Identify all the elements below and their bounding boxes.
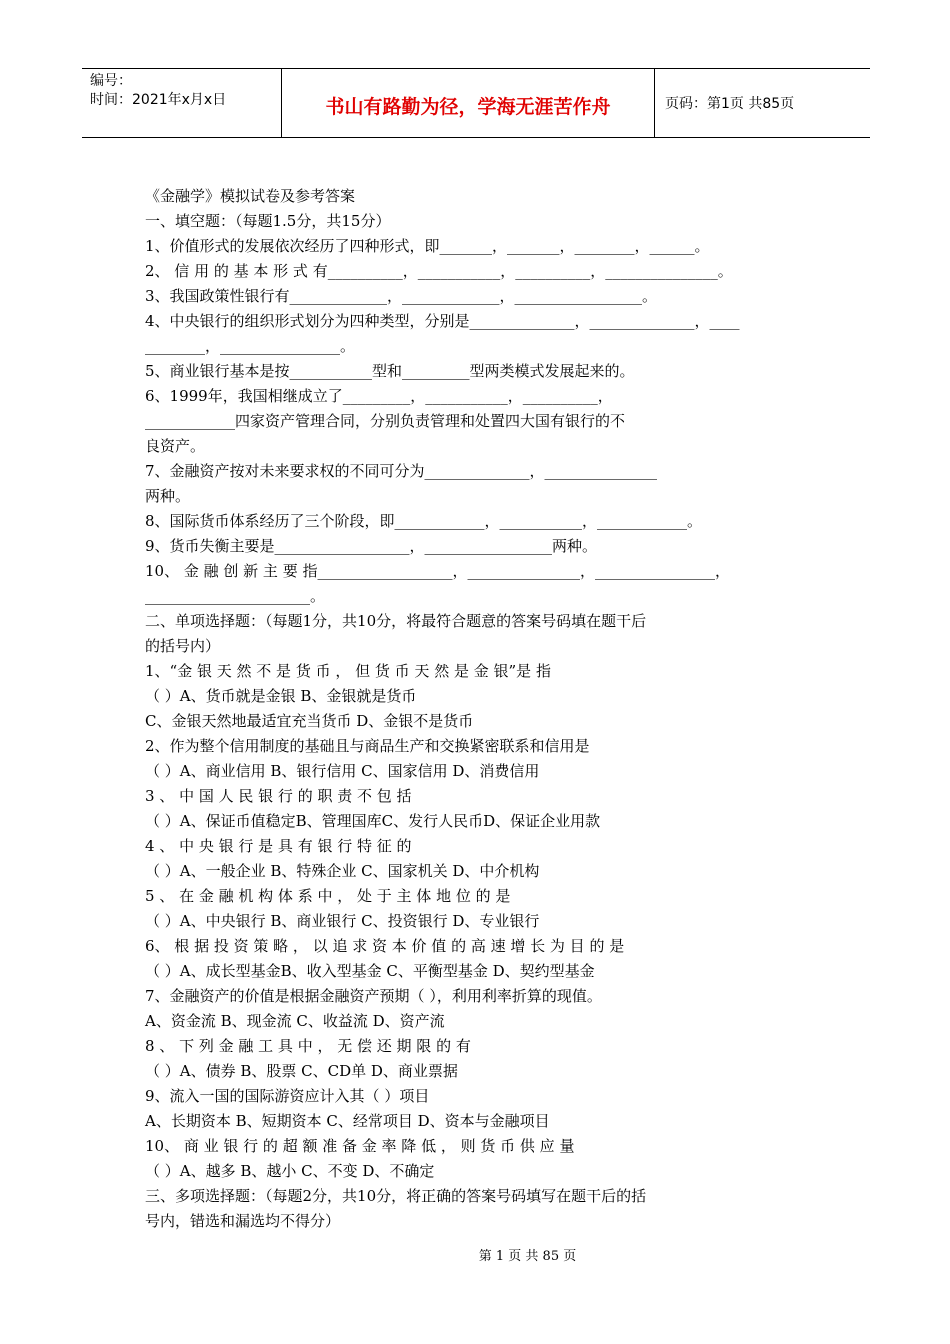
- text-line: （ ）A、成长型基金B、收入型基金 C、平衡型基金 D、契约型基金: [145, 962, 595, 980]
- text-line: （ ）A、保证币值稳定B、管理国库C、发行人民币D、保证企业用款: [145, 812, 601, 830]
- text-line: C、金银天然地最适宜充当货币 D、金银不是货币: [145, 712, 474, 730]
- text-line: 8 、 下 列 金 融 工 具 中 ， 无 偿 还 期 限 的 有: [145, 1037, 471, 1055]
- page-header: [82, 68, 870, 138]
- text-line: 10、 金 融 创 新 主 要 指__________________，_______________，________________，: [145, 562, 730, 580]
- header-motto: 书山有路勤为径，学海无涯苦作舟: [282, 69, 655, 137]
- text-line: 2、作为整个信用制度的基础且与商品生产和交换紧密联系和信用是: [145, 737, 590, 755]
- document-body: [145, 184, 825, 1234]
- text-line: 7、金融资产按对未来要求权的不同可分为______________，_______________: [145, 462, 658, 480]
- header-page-info: 页码：第1页 共85页: [665, 96, 795, 112]
- text-line: 6、 根 据 投 资 策 略 ， 以 追 求 资 本 价 值 的 高 速 增 长 为 目 的 是: [145, 937, 625, 955]
- text-line: ____________四家资产管理合同，分别负责管理和处置四大国有银行的不: [145, 412, 626, 430]
- number-label: 编号：: [90, 73, 132, 89]
- text-line: 6、1999年，我国相继成立了_________，___________，__________，: [145, 387, 613, 405]
- text-line: A、长期资本 B、短期资本 C、经常项目 D、资本与金融项目: [145, 1112, 550, 1130]
- text-line: 号内，错选和漏选均不得分）: [145, 1212, 341, 1230]
- text-line: 4 、 中 央 银 行 是 具 有 银 行 特 征 的: [145, 837, 412, 855]
- text-line: 9、流入一国的国际游资应计入其（ ）项目: [145, 1087, 430, 1105]
- text-line: 7、金融资产的价值是根据金融资产预期（ ），利用利率折算的现值。: [145, 987, 602, 1005]
- text-line: 8、国际货币体系经历了三个阶段，即____________，___________，____________。: [145, 512, 703, 530]
- text-line: ______________________。: [145, 587, 326, 605]
- text-line: A、资金流 B、现金流 C、收益流 D、资产流: [145, 1012, 445, 1030]
- text-line: 1、“金 银 天 然 不 是 货 币 ， 但 货 币 天 然 是 金 银”是 指: [145, 662, 551, 680]
- text-line: 《金融学》模拟试卷及参考答案: [145, 187, 356, 205]
- text-line: 良资产。: [145, 437, 206, 455]
- text-line: 9、货币失衡主要是__________________，_________________两种。: [145, 537, 598, 555]
- text-line: 2、 信 用 的 基 本 形 式 有__________，___________，__________，_______________。: [145, 262, 733, 280]
- text-line: （ ）A、债券 B、股票 C、CD单 D、商业票据: [145, 1062, 458, 1080]
- text-line: 3、我国政策性银行有_____________，_____________，_________________。: [145, 287, 658, 305]
- text-line: 10、 商 业 银 行 的 超 额 准 备 金 率 降 低 ， 则 货 币 供 应 量: [145, 1137, 575, 1155]
- text-line: 二、单项选择题：（每题1分，共10分，将最符合题意的答案号码填在题干后: [145, 612, 647, 630]
- header-meta: [82, 69, 282, 137]
- text-line: 4、中央银行的组织形式划分为四种类型，分别是______________，______________，____: [145, 312, 740, 330]
- text-line: 两种。: [145, 487, 191, 505]
- text-line: （ ）A、一般企业 B、特殊企业 C、国家机关 D、中介机构: [145, 862, 540, 880]
- text-line: 1、价值形式的发展依次经历了四种形式，即_______，_______，________，______。: [145, 237, 710, 255]
- text-line: （ ）A、中央银行 B、商业银行 C、投资银行 D、专业银行: [145, 912, 540, 930]
- text-line: （ ）A、商业信用 B、银行信用 C、国家信用 D、消费信用: [145, 762, 540, 780]
- text-line: （ ）A、越多 B、越小 C、不变 D、不确定: [145, 1162, 435, 1180]
- time-label: 时间：2021年x月x日: [90, 92, 227, 108]
- text-line: 5 、 在 金 融 机 构 体 系 中 ， 处 于 主 体 地 位 的 是: [145, 887, 511, 905]
- text-line: 的括号内）: [145, 637, 221, 655]
- text-line: 一、填空题：（每题1.5分，共15分）: [145, 212, 391, 230]
- text-line: 5、商业银行基本是按___________型和_________型两类模式发展起来的。: [145, 362, 635, 380]
- text-line: 三、多项选择题：（每题2分，共10分，将正确的答案号码填写在题干后的括: [145, 1187, 647, 1205]
- text-line: ________，________________。: [145, 337, 356, 355]
- page-footer: 第 1 页 共 85 页: [478, 1249, 577, 1264]
- text-line: （ ）A、货币就是金银 B、金银就是货币: [145, 687, 417, 705]
- text-line: 3 、 中 国 人 民 银 行 的 职 责 不 包 括: [145, 787, 412, 805]
